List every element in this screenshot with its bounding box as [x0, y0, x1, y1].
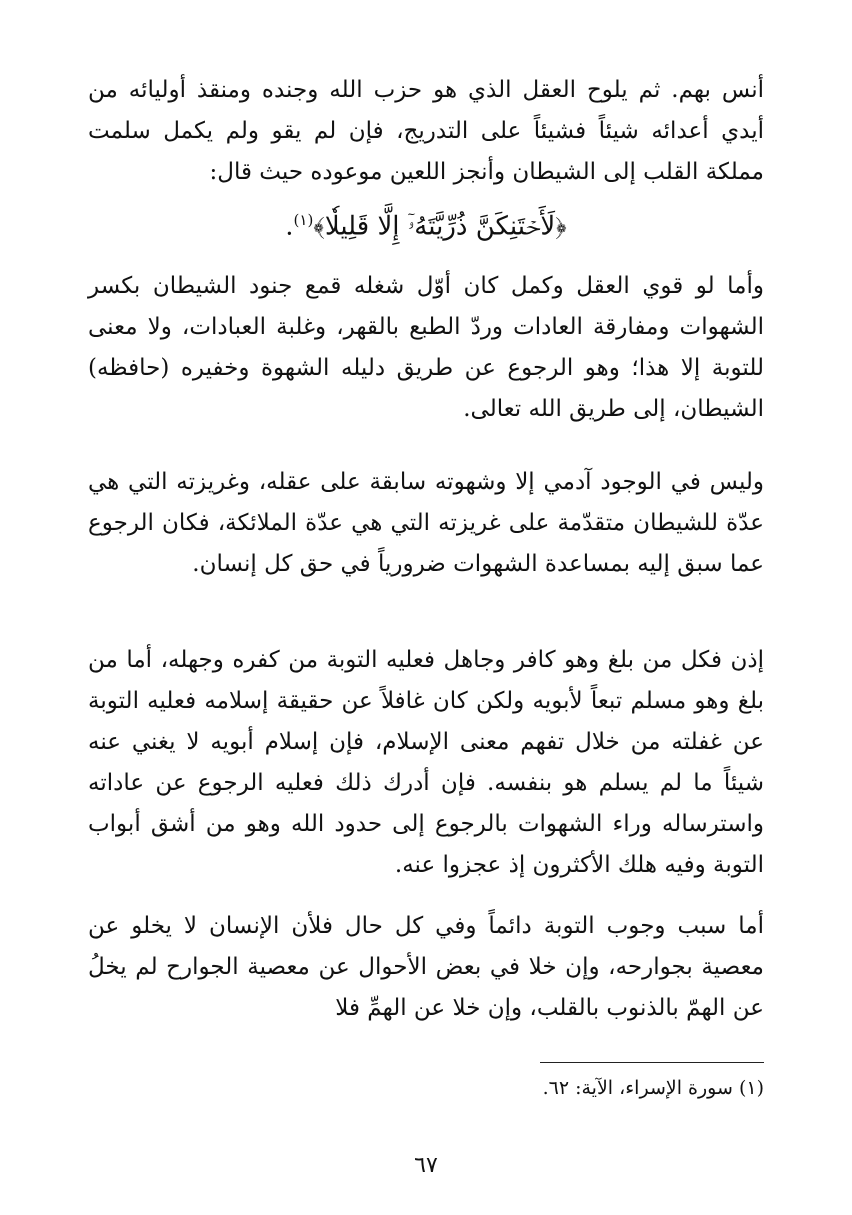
footnote-text: سورة الإسراء، الآية: ٦٢.: [542, 1077, 733, 1099]
footnote-divider: [540, 1062, 764, 1063]
quran-verse: [88, 198, 764, 249]
paragraph-text: إذن فكل من بلغ وهو كافر وجاهل فعليه التوبة من كفره وجهله، أما من بلغ وهو مسلم تبعاً لأبويه ولكن كان غافلاً عن حقيقة إسلامه فعليه التوبة عن غفلته من خلال تفهم معنى الإسلام، فإن إسلام أبويه لا يغني عنه شيئاً ما لم يسلم هو بنفسه. فإن أدرك ذلك فعليه الرجوع عن عاداته واسترساله وراء الشهوات بالرجوع إلى حدود الله وهو من أشق أبواب التوبة وفيه هلك الأكثرون إذ عجزوا عنه.: [88, 647, 764, 878]
paragraph-1: [88, 70, 764, 193]
paragraph-4: [88, 640, 764, 886]
paragraph-text: أنس بهم. ثم يلوح العقل الذي هو حزب الله وجنده ومنقذ أوليائه من أيدي أعدائه شيئاً فشيئاً على التدريج، فإن لم يقو ولم يكمل سلمت مملكة القلب إلى الشيطان وأنجز اللعين موعوده حيث قال:: [88, 77, 764, 185]
paragraph-5: [88, 906, 764, 1029]
paragraph-text: أما سبب وجوب التوبة دائماً وفي كل حال فلأن الإنسان لا يخلو عن معصية بجوارحه، وإن خلا في بعض الأحوال عن معصية الجوارح لم يخلُ عن الهمّ بالذنوب بالقلب، وإن خلا عن الهمِّ فلا: [88, 913, 764, 1021]
footnote-marker: (١): [738, 1077, 764, 1099]
paragraph-2: [88, 266, 764, 430]
footnote: [88, 1072, 764, 1104]
paragraph-text: وأما لو قوي العقل وكمل كان أوّل شغله قمع جنود الشيطان بكسر الشهوات ومفارقة العادات وردّ الطبع بالقهر، وغلبة العبادات، ولا معنى للتوبة إلا هذا؛ وهو الرجوع عن طريق دليله الشهوة وخفيره (حافظه) الشيطان، إلى طريق الله تعالى.: [88, 273, 764, 422]
verse-footnote-ref[interactable]: (١): [293, 211, 314, 229]
verse-text: ﴿لَأَحۡتَنِكَنَّ ذُرِّيَّتَهُۥٓ إِلَّا قَلِيلٗا﴾: [313, 211, 567, 242]
paragraph-3: [88, 462, 764, 585]
paragraph-text: وليس في الوجود آدمي إلا وشهوته سابقة على عقله، وغريزته التي هي عدّة للشيطان متقدّمة على غريزته التي هي عدّة الملائكة، فكان الرجوع عما سبق إليه بمساعدة الشهوات ضرورياً في حق كل إنسان.: [88, 469, 764, 577]
page-number: ٦٧: [414, 1153, 438, 1178]
verse-end-mark: .: [285, 211, 294, 242]
